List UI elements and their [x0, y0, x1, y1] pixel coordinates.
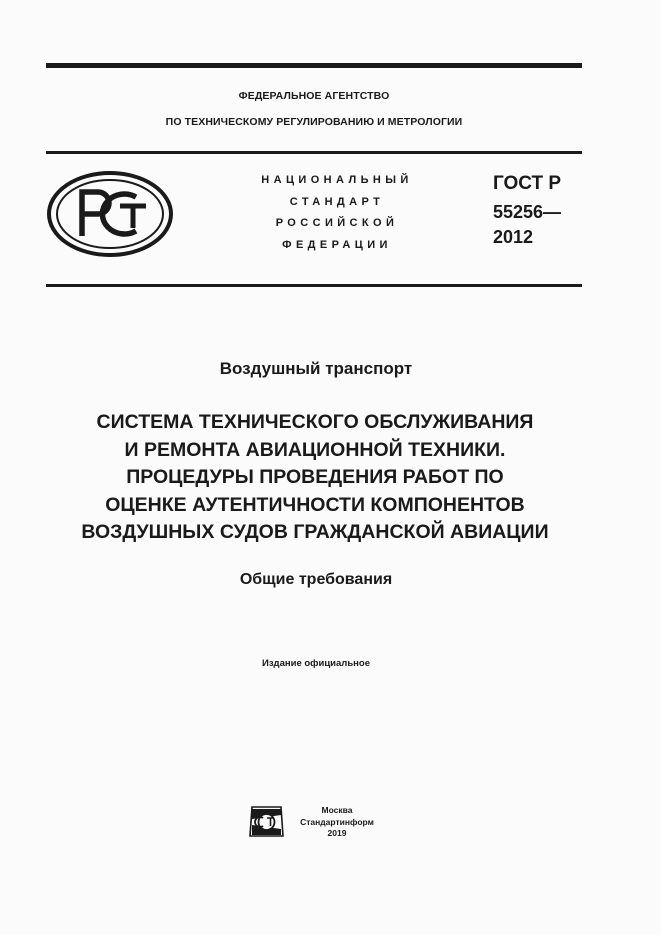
- publisher-year: 2019: [327, 828, 347, 838]
- document-subtitle: Общие требования: [239, 571, 393, 588]
- title-line: ПРОЦЕДУРЫ ПРОВЕДЕНИЯ РАБОТ ПО: [126, 466, 504, 488]
- standard-type-line: СТАНДАРТ: [289, 195, 385, 208]
- gost-r-certification-logo-icon: [46, 170, 174, 258]
- document-title: [20, 409, 610, 547]
- designation-number: 55256—: [493, 202, 562, 222]
- title-line: ВОЗДУШНЫХ СУДОВ ГРАЖДАНСКОЙ АВИАЦИИ: [81, 521, 549, 543]
- standartinform-logo-icon: [248, 805, 285, 838]
- title-line: ОЦЕНКЕ АУТЕНТИЧНОСТИ КОМПОНЕНТОВ: [105, 493, 525, 516]
- title-line: И РЕМОНТА АВИАЦИОННОЙ ТЕХНИКИ.: [124, 438, 506, 461]
- standard-type-line: ФЕДЕРАЦИИ: [282, 238, 392, 251]
- standard-type-line: РОССИЙСКОЙ: [275, 217, 399, 229]
- title-line: СИСТЕМА ТЕХНИЧЕСКОГО ОБСЛУЖИВАНИЯ: [96, 411, 534, 433]
- standard-designation: [493, 170, 561, 248]
- agency-name-line2: ПО ТЕХНИЧЕСКОМУ РЕГУЛИРОВАНИЮ И МЕТРОЛОГИИ: [165, 116, 463, 128]
- publisher-block: [296, 805, 378, 840]
- edition-note: Издание официальное: [262, 658, 370, 669]
- publisher-name: Стандартинформ: [300, 816, 374, 827]
- top-rule: [46, 63, 582, 68]
- agency-name-line1: ФЕДЕРАЛЬНОЕ АГЕНТСТВО: [238, 90, 390, 102]
- designation-rule: [46, 284, 582, 287]
- standard-type-line: НАЦИОНАЛЬНЫЙ: [261, 174, 413, 186]
- publisher-city: Москва: [321, 805, 353, 815]
- standard-type-block: [228, 170, 446, 256]
- designation-prefix: ГОСТ Р: [493, 173, 562, 194]
- header-rule: [46, 151, 582, 154]
- field-heading: Воздушный транспорт: [219, 359, 413, 378]
- designation-year: 2012: [493, 227, 534, 247]
